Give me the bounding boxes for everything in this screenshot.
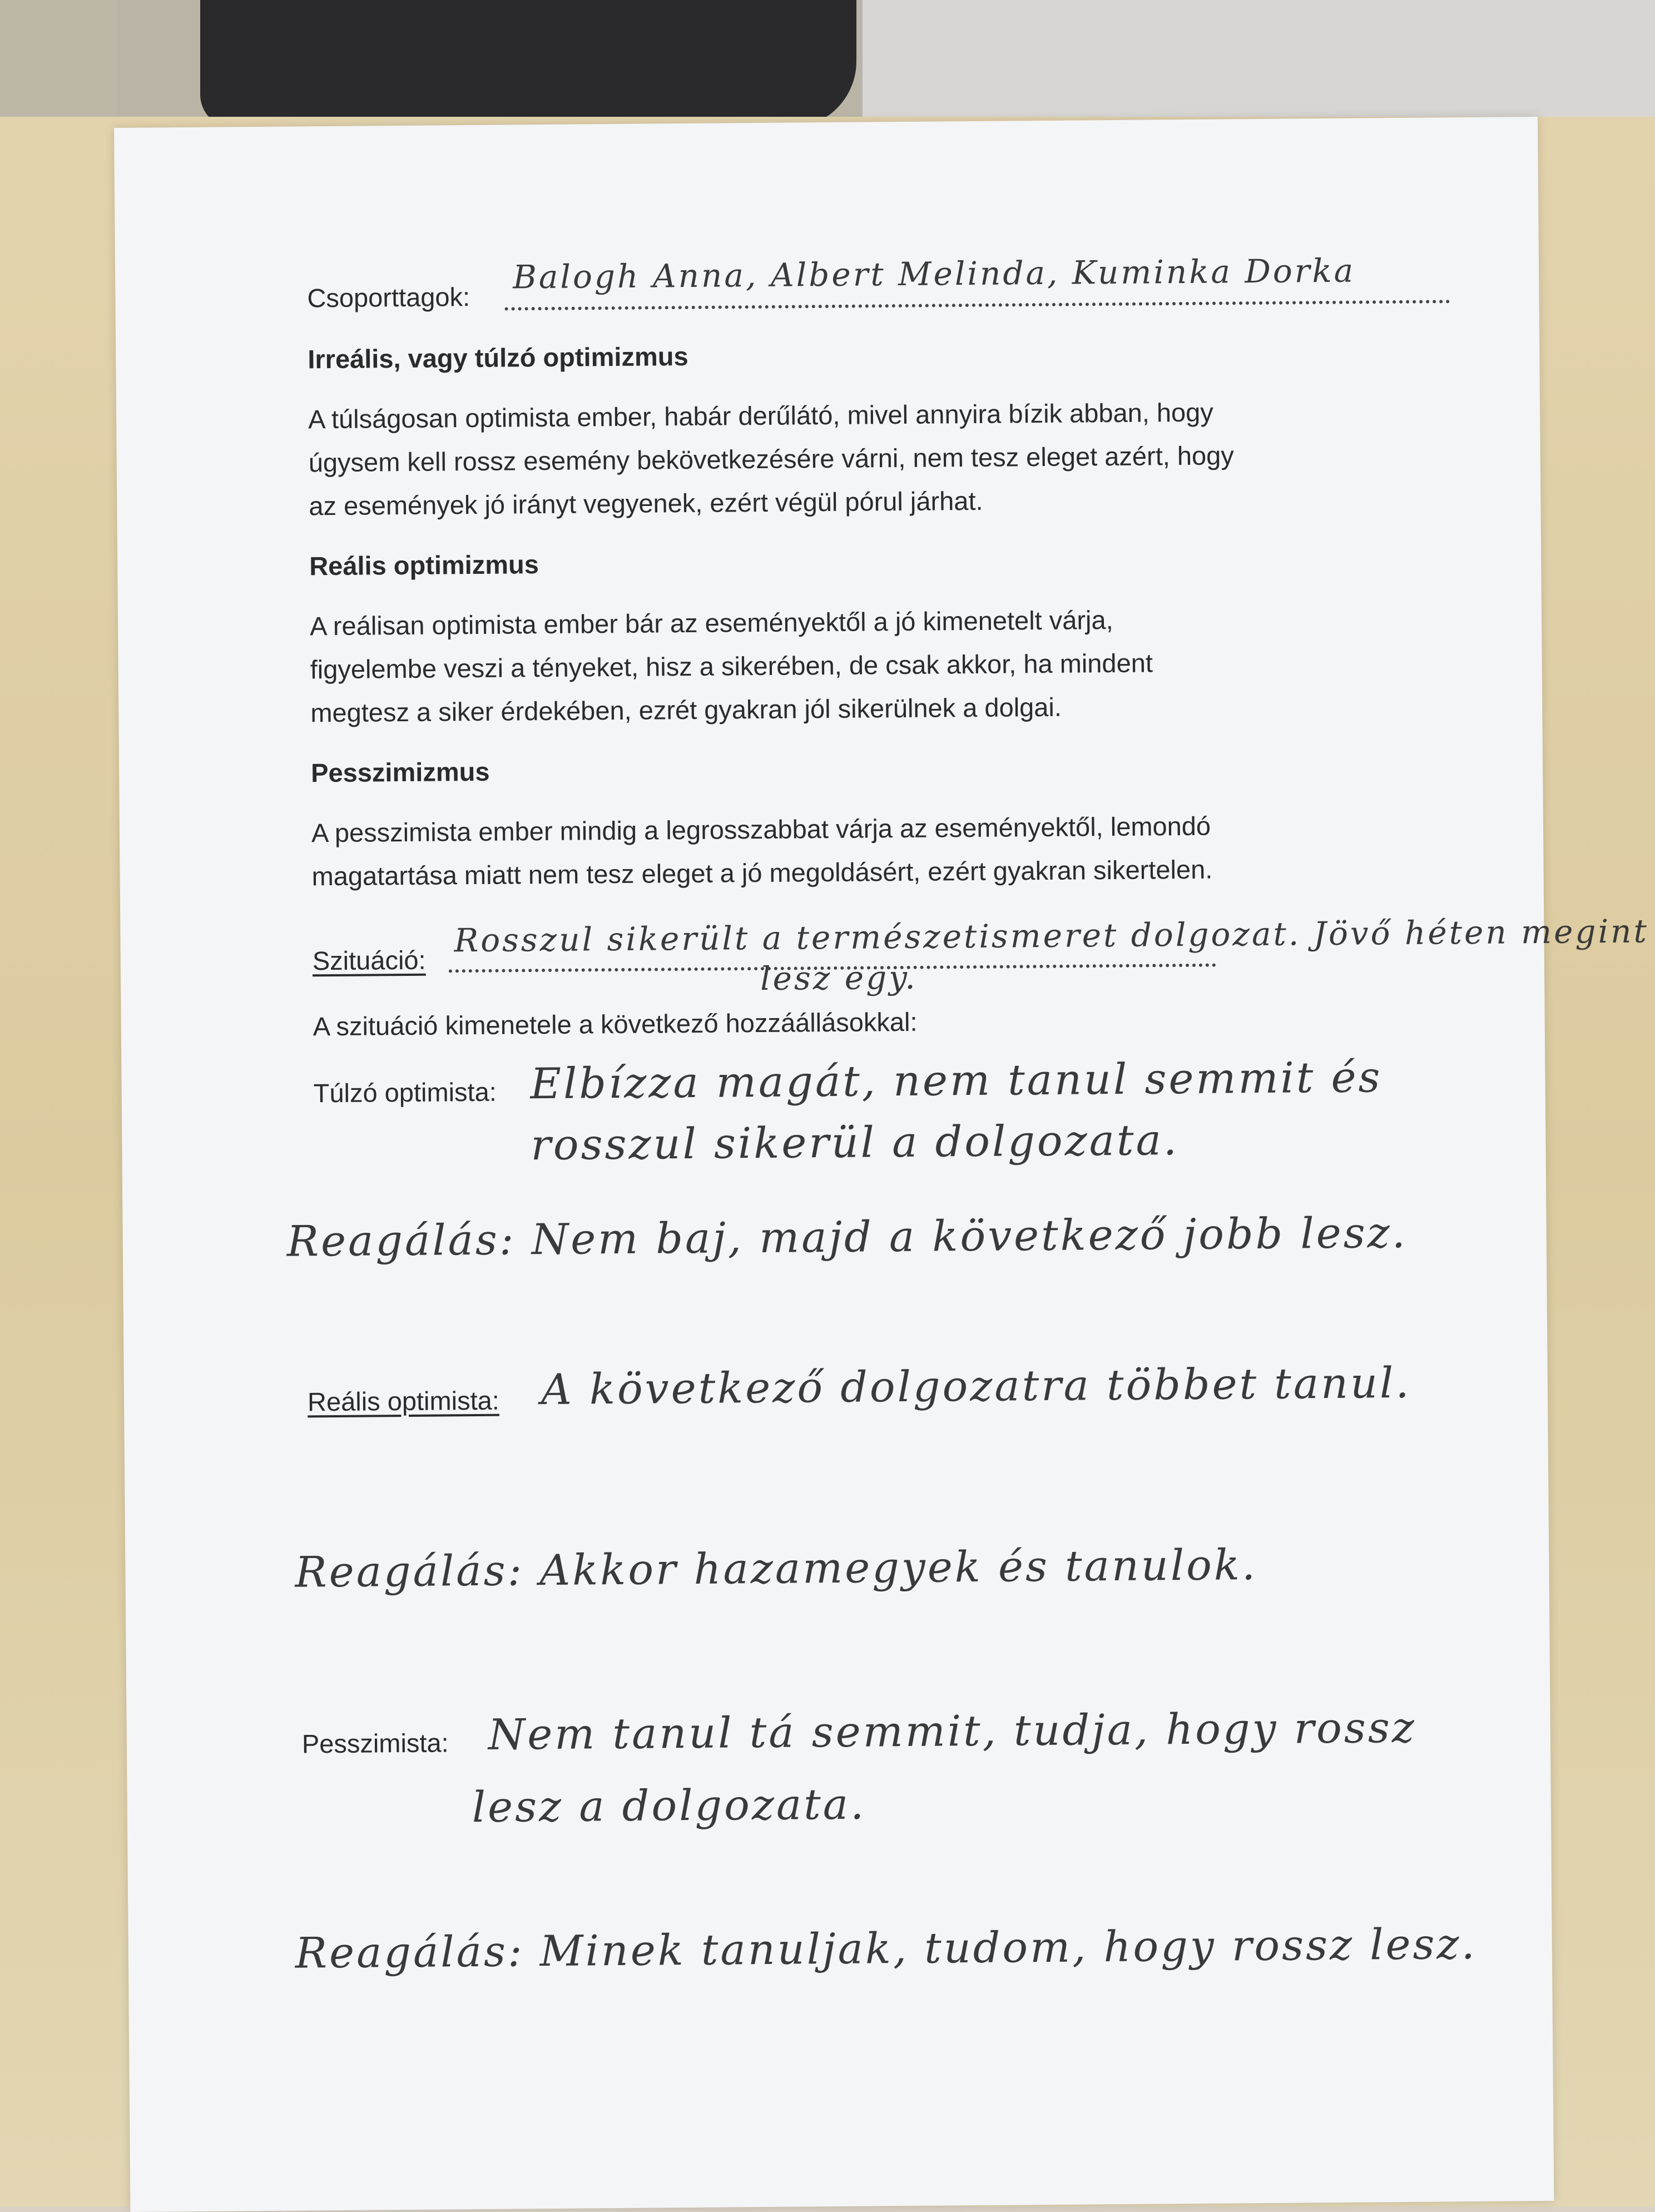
pessimist-handwritten-line-1: Nem tanul tá semmit, tudja, hogy rossz (488, 1702, 1417, 1759)
realistic-optimist-label: Reális optimista: (307, 1385, 500, 1417)
paragraph-line: magatartása miatt nem tesz eleget a jó megoldásért, ezért gyakran sikertelen. (311, 854, 1213, 891)
paragraph-line: az események jó irányt vegyenek, ezért végül pórul járhat. (309, 485, 983, 521)
paragraph-line: figyelembe veszi a tényeket, hisz a sikerében, de csak akkor, ha mindent (310, 648, 1153, 685)
situation-label: Szituáció: (312, 945, 426, 976)
excessive-optimist-label: Túlzó optimista: (313, 1077, 497, 1108)
backpack (200, 0, 856, 128)
realistic-optimist-handwritten: A következő dolgozatra többet tanul. (541, 1357, 1411, 1415)
paragraph-line: A túlságosan optimista ember, habár derűlátó, mivel annyira bízik abban, hogy (308, 397, 1214, 434)
paragraph-line: megtesz a siker érdekében, ezrét gyakran jól sikerülnek a dolgai. (310, 692, 1062, 728)
excessive-optimist-handwritten-line-1: Elbízza magát, nem tanul semmit és (530, 1052, 1383, 1109)
excessive-optimist-reaction: Reagálás: Nem baj, majd a következő jobb lesz. (286, 1207, 1408, 1266)
groups-label: Csoporttagok: (307, 282, 470, 313)
section-heading: Pesszimizmus (310, 756, 490, 788)
pessimist-label: Pesszimista: (301, 1728, 449, 1759)
paragraph-line: A pesszimista ember mindig a legrosszabbat várja az eseményektől, lemondó (311, 811, 1211, 848)
paragraph-line: úgysem kell rossz esemény bekövetkezésére várni, nem tesz eleget azért, hogy (308, 440, 1235, 478)
pessimist-reaction: Reagálás: Minek tanuljak, tudom, hogy rossz lesz. (295, 1918, 1478, 1978)
situation-handwritten-line-2: lesz egy. (760, 958, 918, 998)
groups-dotted-line (505, 300, 1450, 310)
monitor-edge (859, 0, 1655, 120)
groups-handwritten: Balogh Anna, Albert Melinda, Kuminka Dorka (512, 251, 1356, 296)
paragraph-line: A reálisan optimista ember bár az eseményektől a jó kimenetelt várja, (309, 604, 1113, 641)
section-heading: Irreális, vagy túlzó optimizmus (308, 341, 688, 374)
situation-handwritten-line-1: Rosszul sikerült a természetismeret dolgozat. Jövő héten megint (454, 912, 1649, 960)
realistic-optimist-reaction: Reagálás: Akkor hazamegyek és tanulok. (295, 1539, 1258, 1597)
worksheet-paper (114, 117, 1649, 2212)
pessimist-handwritten-line-2: lesz a dolgozata. (472, 1779, 866, 1832)
excessive-optimist-handwritten-line-2: rosszul sikerül a dolgozata. (531, 1115, 1180, 1170)
outcome-intro: A szituáció kimenetele a következő hozzáállásokkal: (313, 1006, 918, 1041)
section-heading: Reális optimizmus (309, 549, 539, 581)
